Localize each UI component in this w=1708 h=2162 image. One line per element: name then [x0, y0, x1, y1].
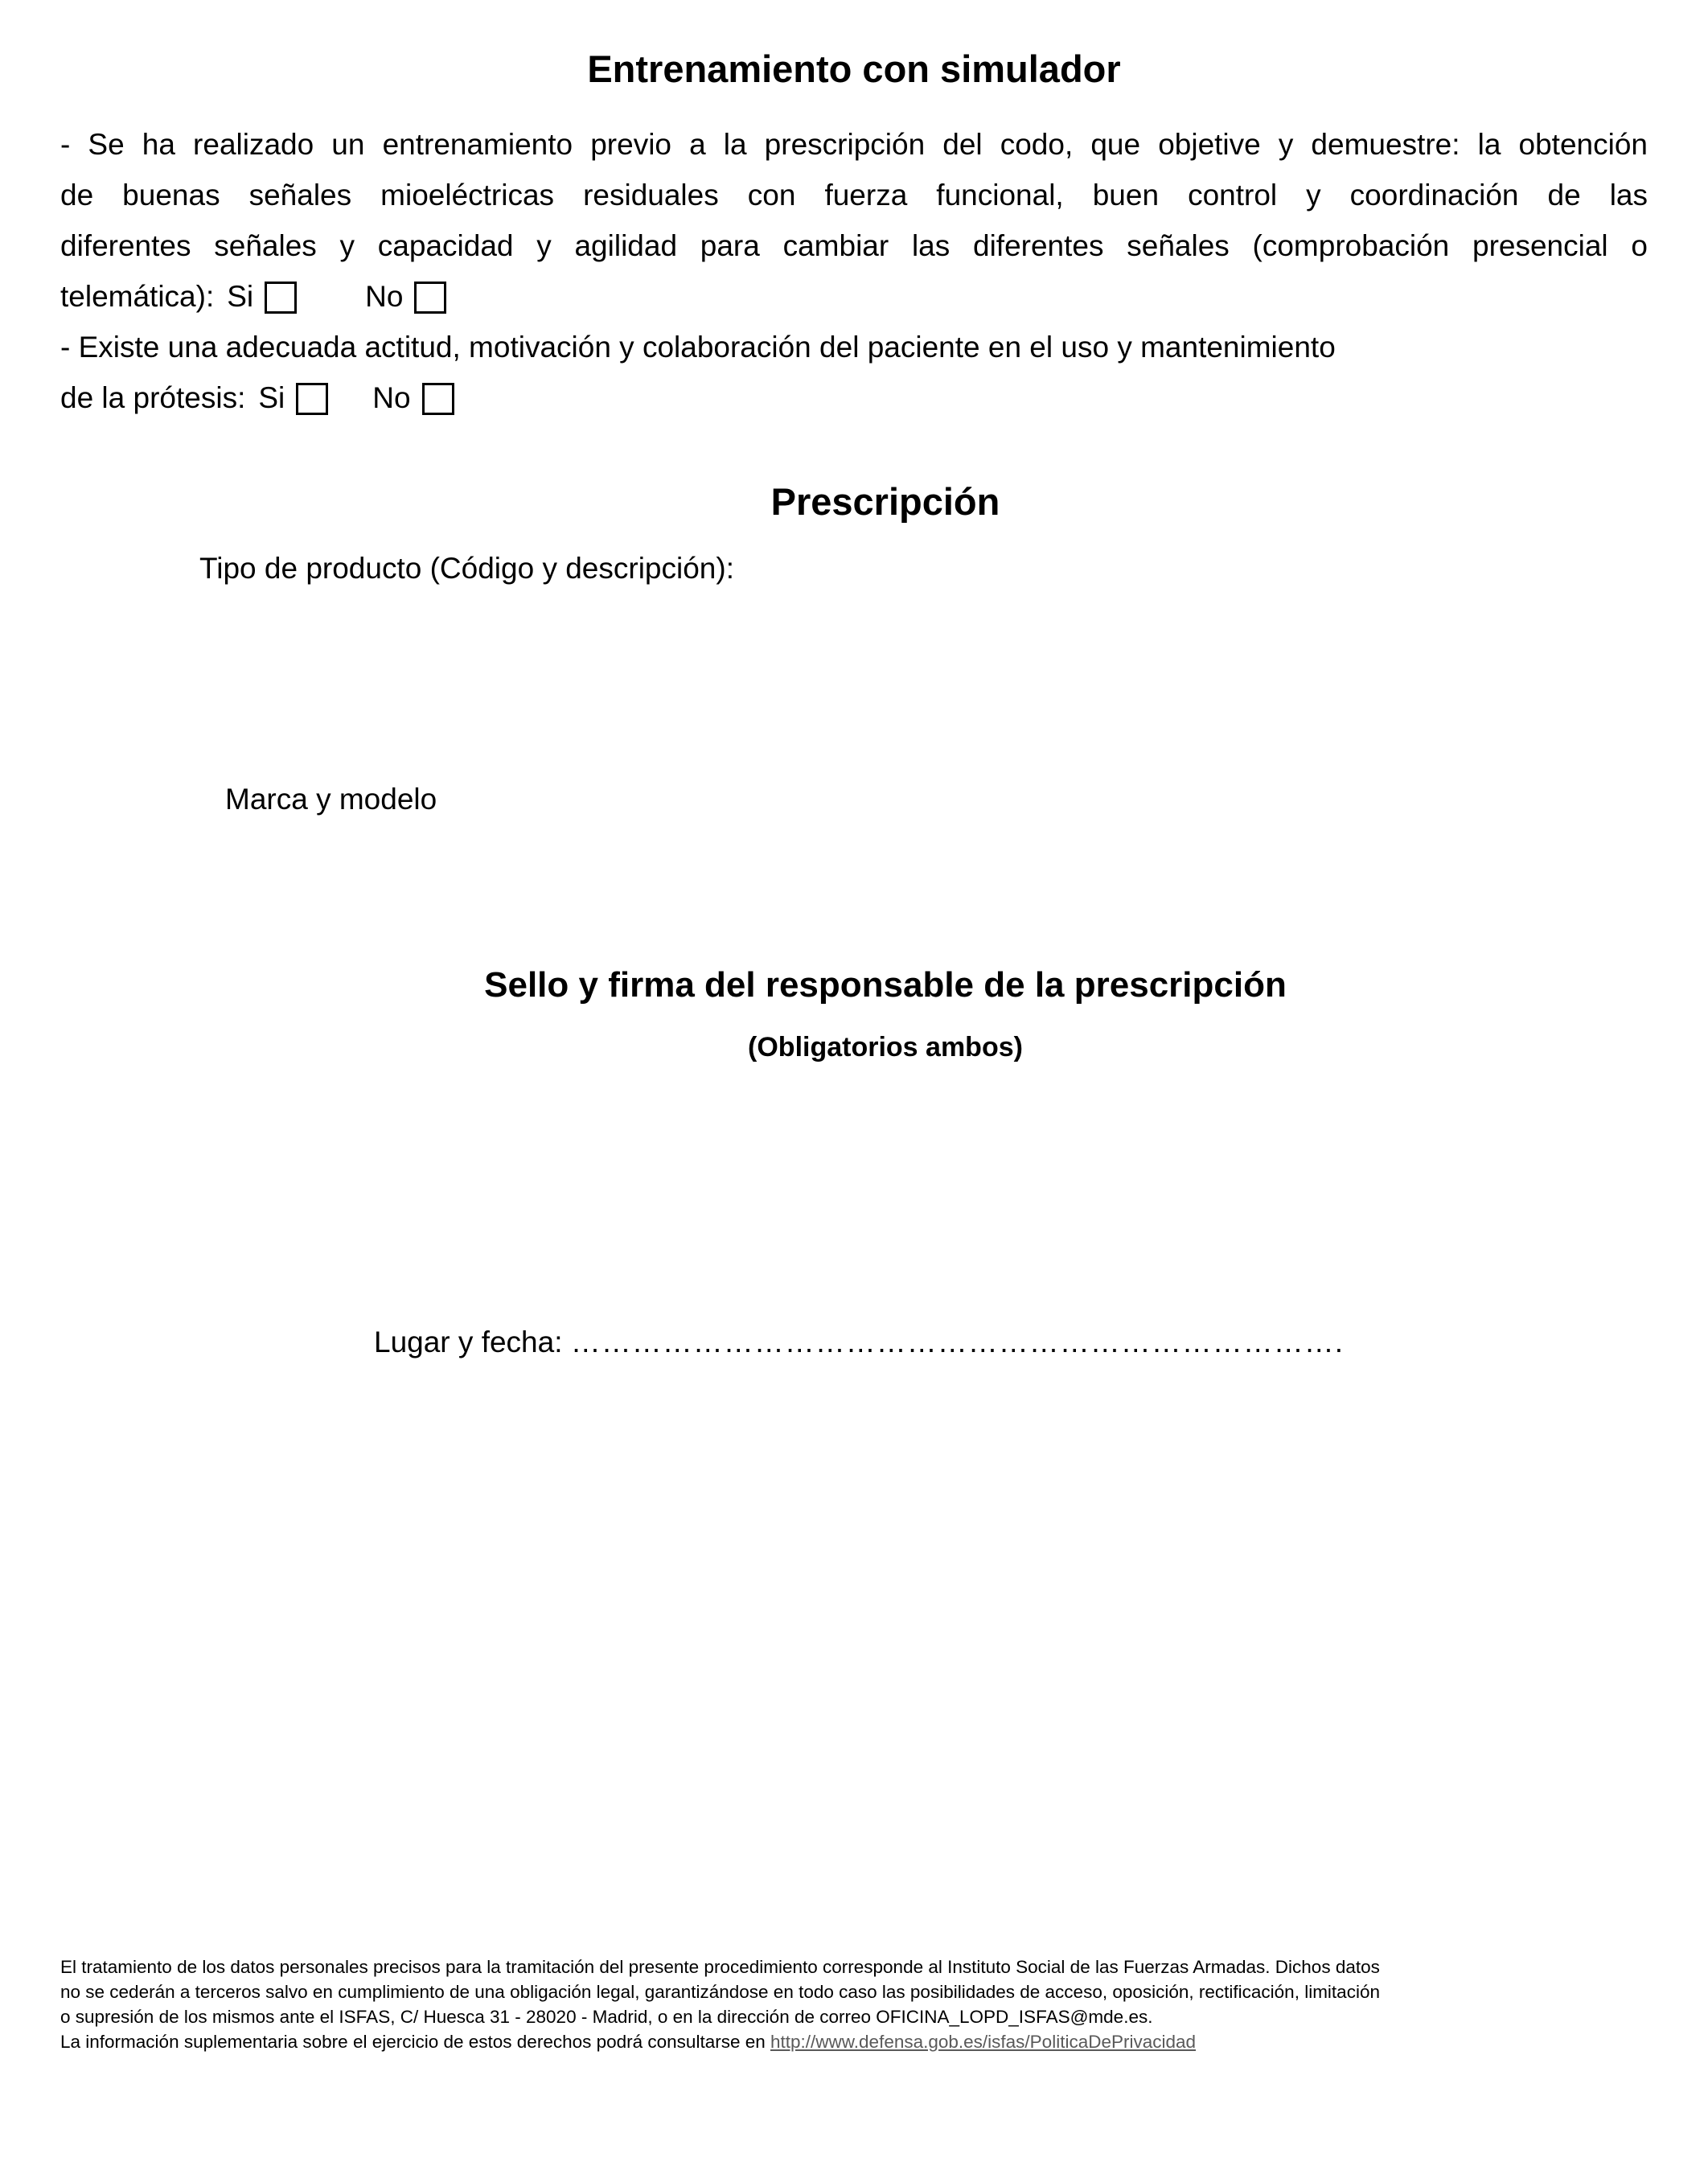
footer-line-1: El tratamiento de los datos personales precisos para la tramitación del presente procedimiento corresponde al Instituto Social de las Fuerzas Armadas. Dichos datos: [60, 1957, 1380, 1977]
question2-yes-checkbox[interactable]: [296, 383, 328, 415]
product-type-label: Tipo de producto (Código y descripción):: [199, 552, 734, 585]
signature-heading: Sello y firma del responsable de la prescripción: [484, 965, 1287, 1005]
place-date-fill-line: ………………………………………………………………….: [570, 1326, 1345, 1358]
place-date-label: Lugar y fecha:: [374, 1326, 563, 1358]
question2-line-1: - Existe una adecuada actitud, motivación y colaboración del paciente en el uso y mantenimiento: [60, 331, 1336, 364]
training-question-1: [60, 119, 1648, 322]
privacy-footer: [60, 1954, 1665, 2054]
question2-no-checkbox[interactable]: [422, 383, 454, 415]
footer-line-4-text: La información suplementaria sobre el ejercicio de estos derechos podrá consultarse en: [60, 2032, 770, 2052]
question1-line-1: - Se ha realizado un entrenamiento previo a la prescripción del codo, que objetive y demuestre: la obtención: [60, 128, 1648, 161]
privacy-policy-link[interactable]: http://www.defensa.gob.es/isfas/PoliticaDePrivacidad: [770, 2032, 1197, 2052]
question2-no-label: No: [372, 381, 411, 414]
question1-line-3: diferentes señales y capacidad y agilidad para cambiar las diferentes señales (comprobación presencial o: [60, 229, 1648, 262]
place-date-row: [374, 1322, 1344, 1363]
question2-line-2: [60, 372, 1648, 423]
footer-line-3: o supresión de los mismos ante el ISFAS, C/ Huesca 31 - 28020 - Madrid, o en la dirección de correo OFICINA_LOPD_ISFAS@mde.es.: [60, 2007, 1153, 2027]
question2-yes-label: Si: [258, 381, 285, 414]
prescription-heading: Prescripción: [770, 480, 1000, 523]
question1-line-4-text: telemática):: [60, 280, 215, 313]
brand-model-label: Marca y modelo: [225, 783, 437, 816]
footer-line-4: [60, 2029, 1665, 2054]
signature-subheading: (Obligatorios ambos): [748, 1032, 1023, 1063]
footer-line-2: no se cederán a terceros salvo en cumplimiento de una obligación legal, garantizándose en todo caso las posibilidades de acceso, oposición, rectificación, limitación: [60, 1982, 1380, 2002]
training-question-2: [60, 322, 1648, 423]
question1-line-2: de buenas señales mioeléctricas residuales con fuerza funcional, buen control y coordinación de las: [60, 179, 1648, 212]
question1-yes-label: Si: [227, 280, 254, 313]
question1-no-checkbox[interactable]: [414, 282, 446, 314]
question1-no-label: No: [365, 280, 404, 313]
question1-line-4: [60, 271, 1648, 322]
question2-line-2-text: de la prótesis:: [60, 381, 246, 414]
page-title: Entrenamiento con simulador: [587, 47, 1121, 90]
question1-yes-checkbox[interactable]: [265, 282, 297, 314]
